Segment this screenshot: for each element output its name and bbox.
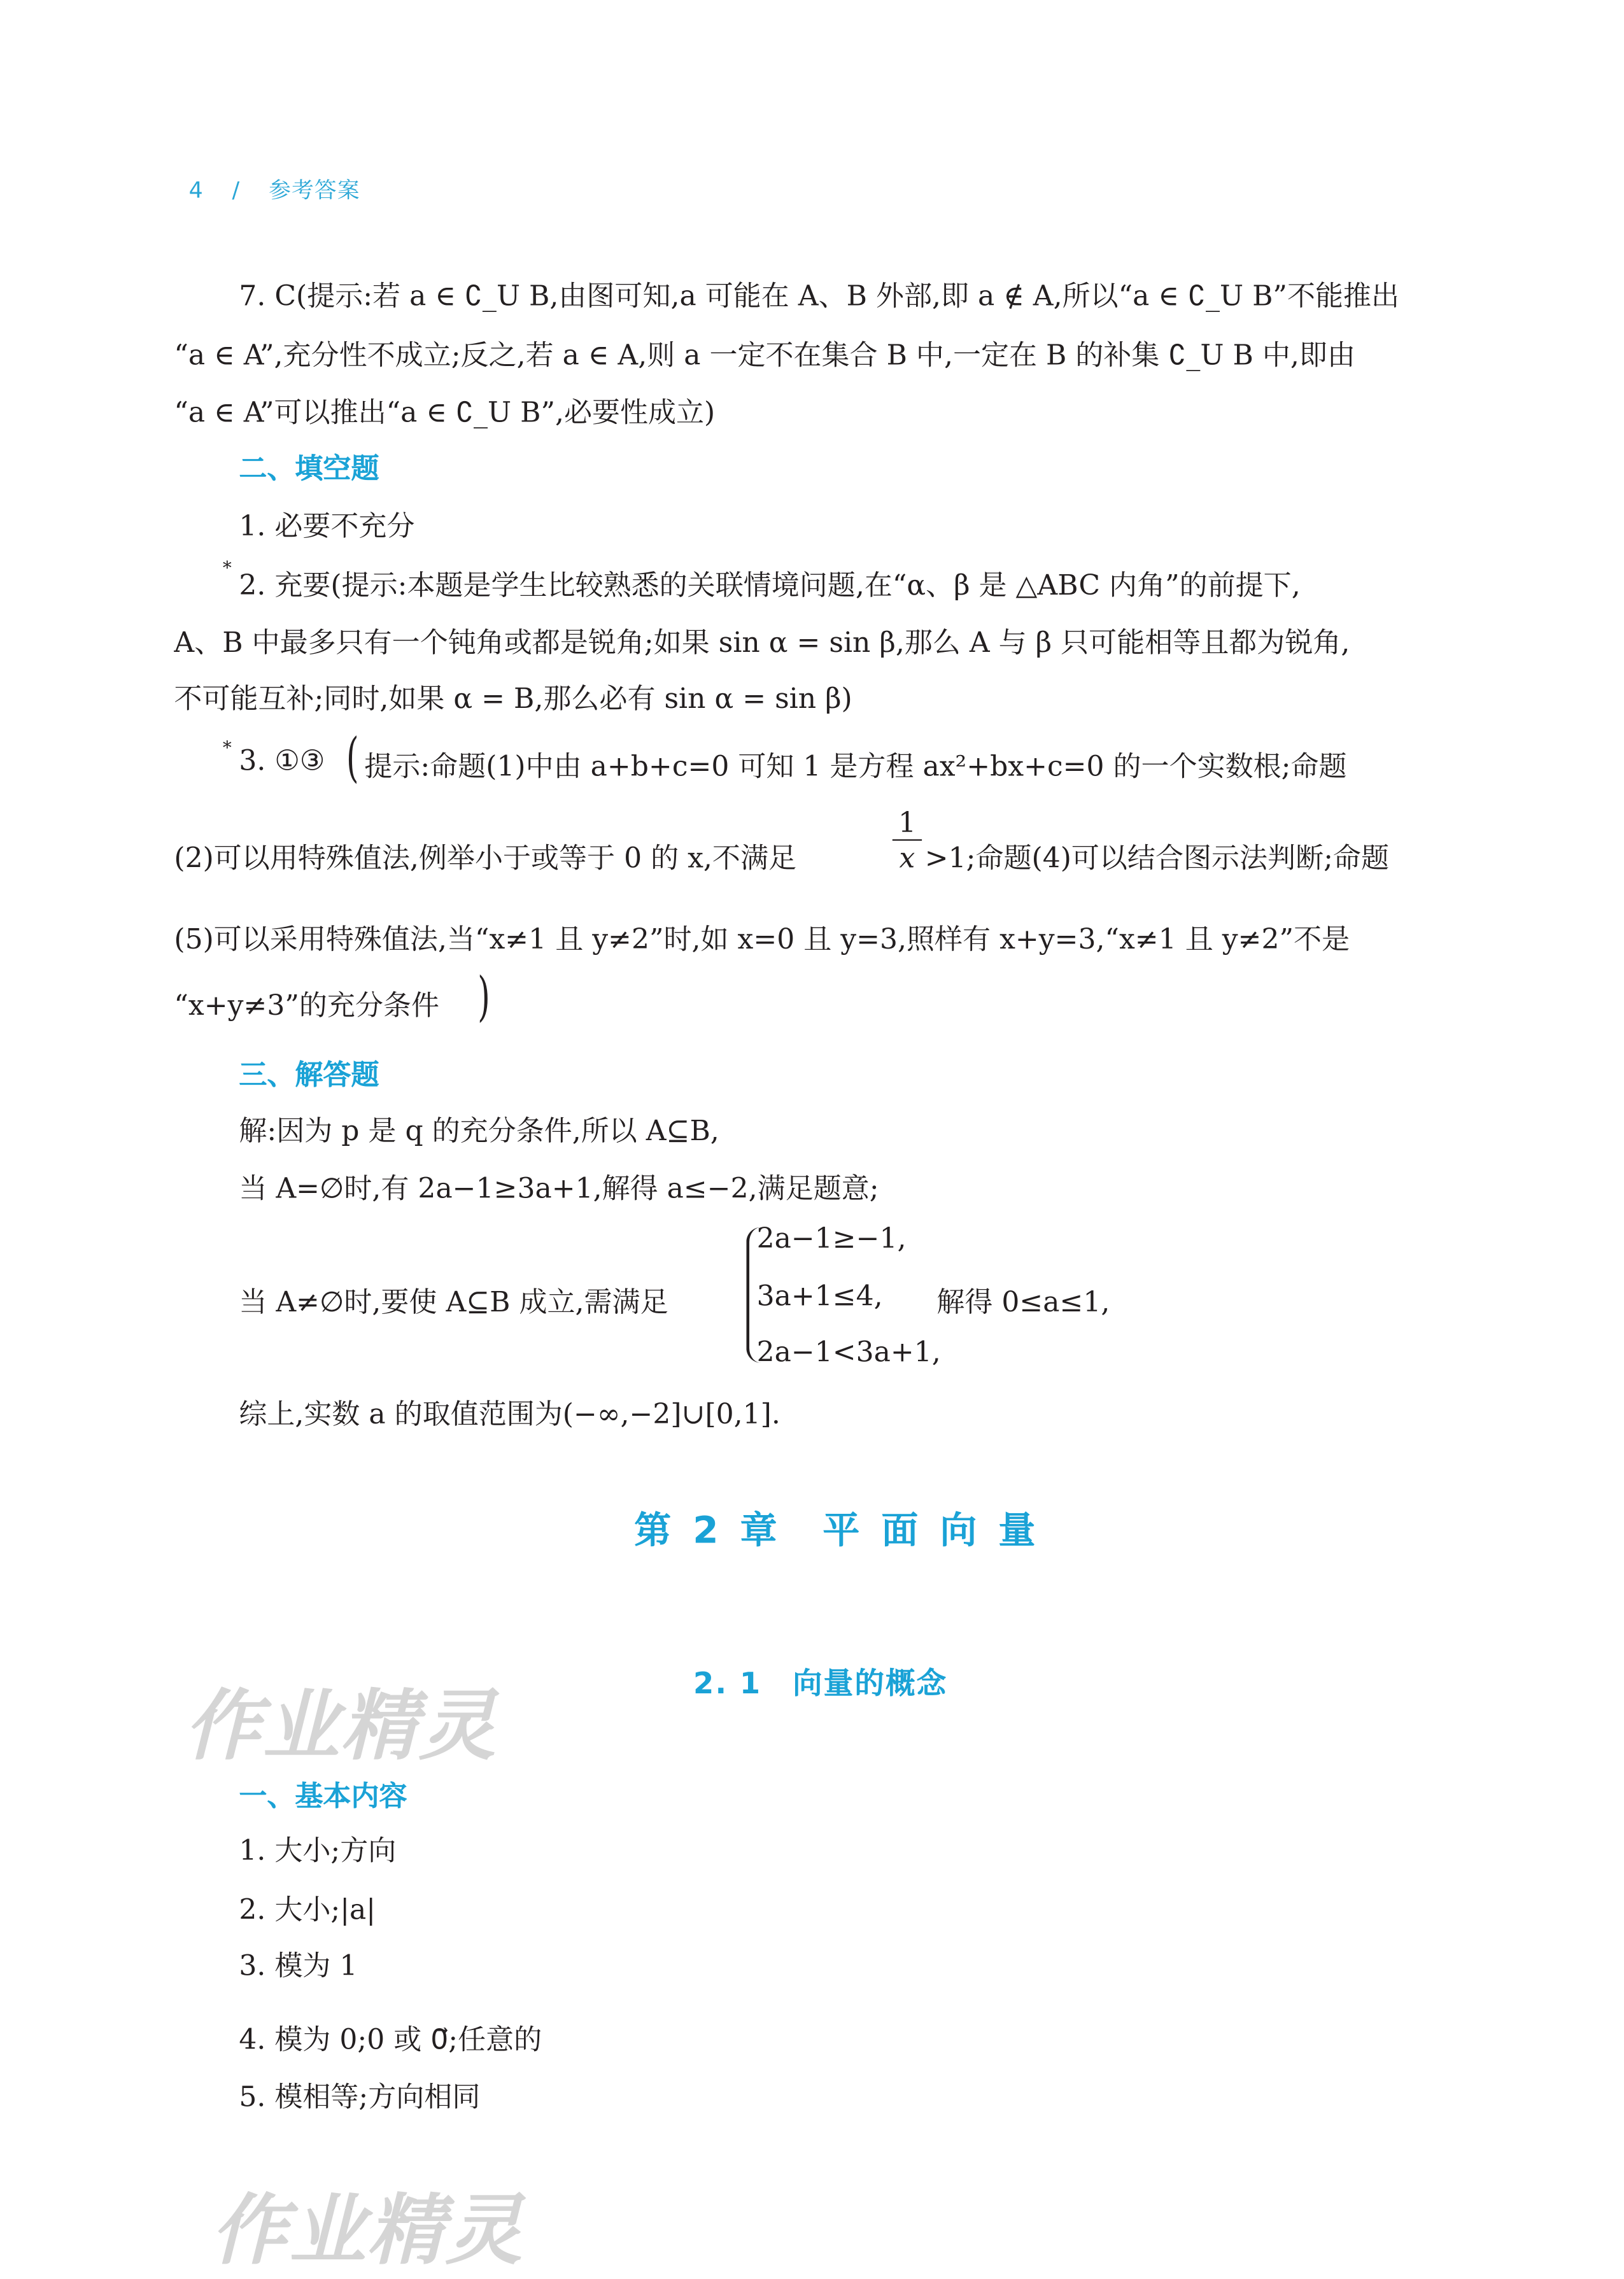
basic-item5: 5. 模相等;方向相同 — [239, 2081, 481, 2114]
fill3-open-paren: ( — [346, 728, 359, 789]
fraction-denominator: x — [899, 842, 915, 875]
section-basic-title: 一、基本内容 — [239, 1780, 407, 1813]
answer-line4: 综上,实数 a 的取值范围为(−∞,−2]∪[0,1]. — [239, 1398, 780, 1431]
watermark-top: 作业精灵 — [184, 1683, 497, 1772]
fill-item3-line1: 提示:命题(1)中由 a+b+c=0 可知 1 是方程 ax²+bx+c=0 的一个实数根;命题 — [364, 751, 1347, 784]
fill-item3-number: 3. ①③ — [239, 745, 325, 778]
basic-item4: 4. 模为 0;0 或 0⃗;任意的 — [239, 2023, 542, 2056]
section-answer-title: 三、解答题 — [239, 1059, 379, 1092]
watermark-bottom: 作业精灵 — [211, 2187, 524, 2276]
item7-line2: “a ∈ A”,充分性不成立;反之,若 a ∈ A,则 a 一定不在集合 B 中,一定在 B 的补集 ∁_U B 中,即由 — [174, 339, 1355, 372]
header-title: 参考答案 — [269, 177, 360, 204]
page-header — [189, 174, 360, 205]
fill-item3-line4: “x+y≠3”的充分条件 — [174, 989, 440, 1022]
page-number: 4 — [188, 177, 204, 204]
subsection-title: 2. 1 向量的概念 — [693, 1665, 948, 1701]
chapter-title: 第 2 章 平 面 向 量 — [634, 1509, 1040, 1552]
answer-line1: 解:因为 p 是 q 的充分条件,所以 A⊆B, — [239, 1115, 719, 1148]
fill3-close-paren: ) — [477, 967, 490, 1028]
fill-item1: 1. 必要不充分 — [239, 510, 415, 543]
fill3-star: * — [222, 737, 232, 758]
fraction-1-over-x — [893, 808, 922, 877]
fraction-numerator: 1 — [893, 808, 922, 841]
item7-line3: “a ∈ A”可以推出“a ∈ ∁_U B”,必要性成立) — [174, 397, 716, 430]
fill-item3-line3: (5)可以采用特殊值法,当“x≠1 且 y≠2”时,如 x=0 且 y=3,照样有 x+y=3,“x≠1 且 y≠2”不是 — [174, 923, 1350, 956]
basic-item3: 3. 模为 1 — [239, 1950, 358, 1983]
header-separator: / — [232, 177, 241, 204]
fill-item2-line1: 2. 充要(提示:本题是学生比较熟悉的关联情境问题,在“α、β 是 △ABC 内角”的前提下, — [239, 569, 1301, 602]
item7-line1: 7. C(提示:若 a ∈ ∁_U B,由图可知,a 可能在 A、B 外部,即 a ∉ A,所以“a ∈ ∁_U B”不能推出 — [239, 280, 1400, 313]
system-eq1: 2a−1≥−1, — [756, 1222, 907, 1255]
section-fill-title: 二、填空题 — [239, 453, 379, 486]
system-eq2: 3a+1≤4, — [756, 1280, 883, 1313]
basic-item1: 1. 大小;方向 — [239, 1835, 397, 1868]
answer-line3-prefix: 当 A≠∅时,要使 A⊆B 成立,需满足 — [239, 1286, 668, 1319]
system-eq3: 2a−1<3a+1, — [756, 1336, 941, 1369]
answer-line2: 当 A=∅时,有 2a−1≥3a+1,解得 a≤−2,满足题意; — [239, 1173, 879, 1205]
answer-line3-suffix: 解得 0≤a≤1, — [936, 1286, 1110, 1319]
fill-item2-line2: A、B 中最多只有一个钝角或都是锐角;如果 sin α = sin β,那么 A 与 β 只可能相等且都为锐角, — [174, 626, 1350, 660]
fill-item2-line3: 不可能互补;同时,如果 α = B,那么必有 sin α = sin β) — [174, 682, 852, 716]
fill2-star: * — [222, 557, 232, 579]
fill-item3-line2a: (2)可以用特殊值法,例举小于或等于 0 的 x,不满足 — [174, 842, 796, 875]
fill-item3-line2b: >1;命题(4)可以结合图示法判断;命题 — [924, 842, 1389, 875]
basic-item2: 2. 大小;|a| — [239, 1894, 376, 1927]
